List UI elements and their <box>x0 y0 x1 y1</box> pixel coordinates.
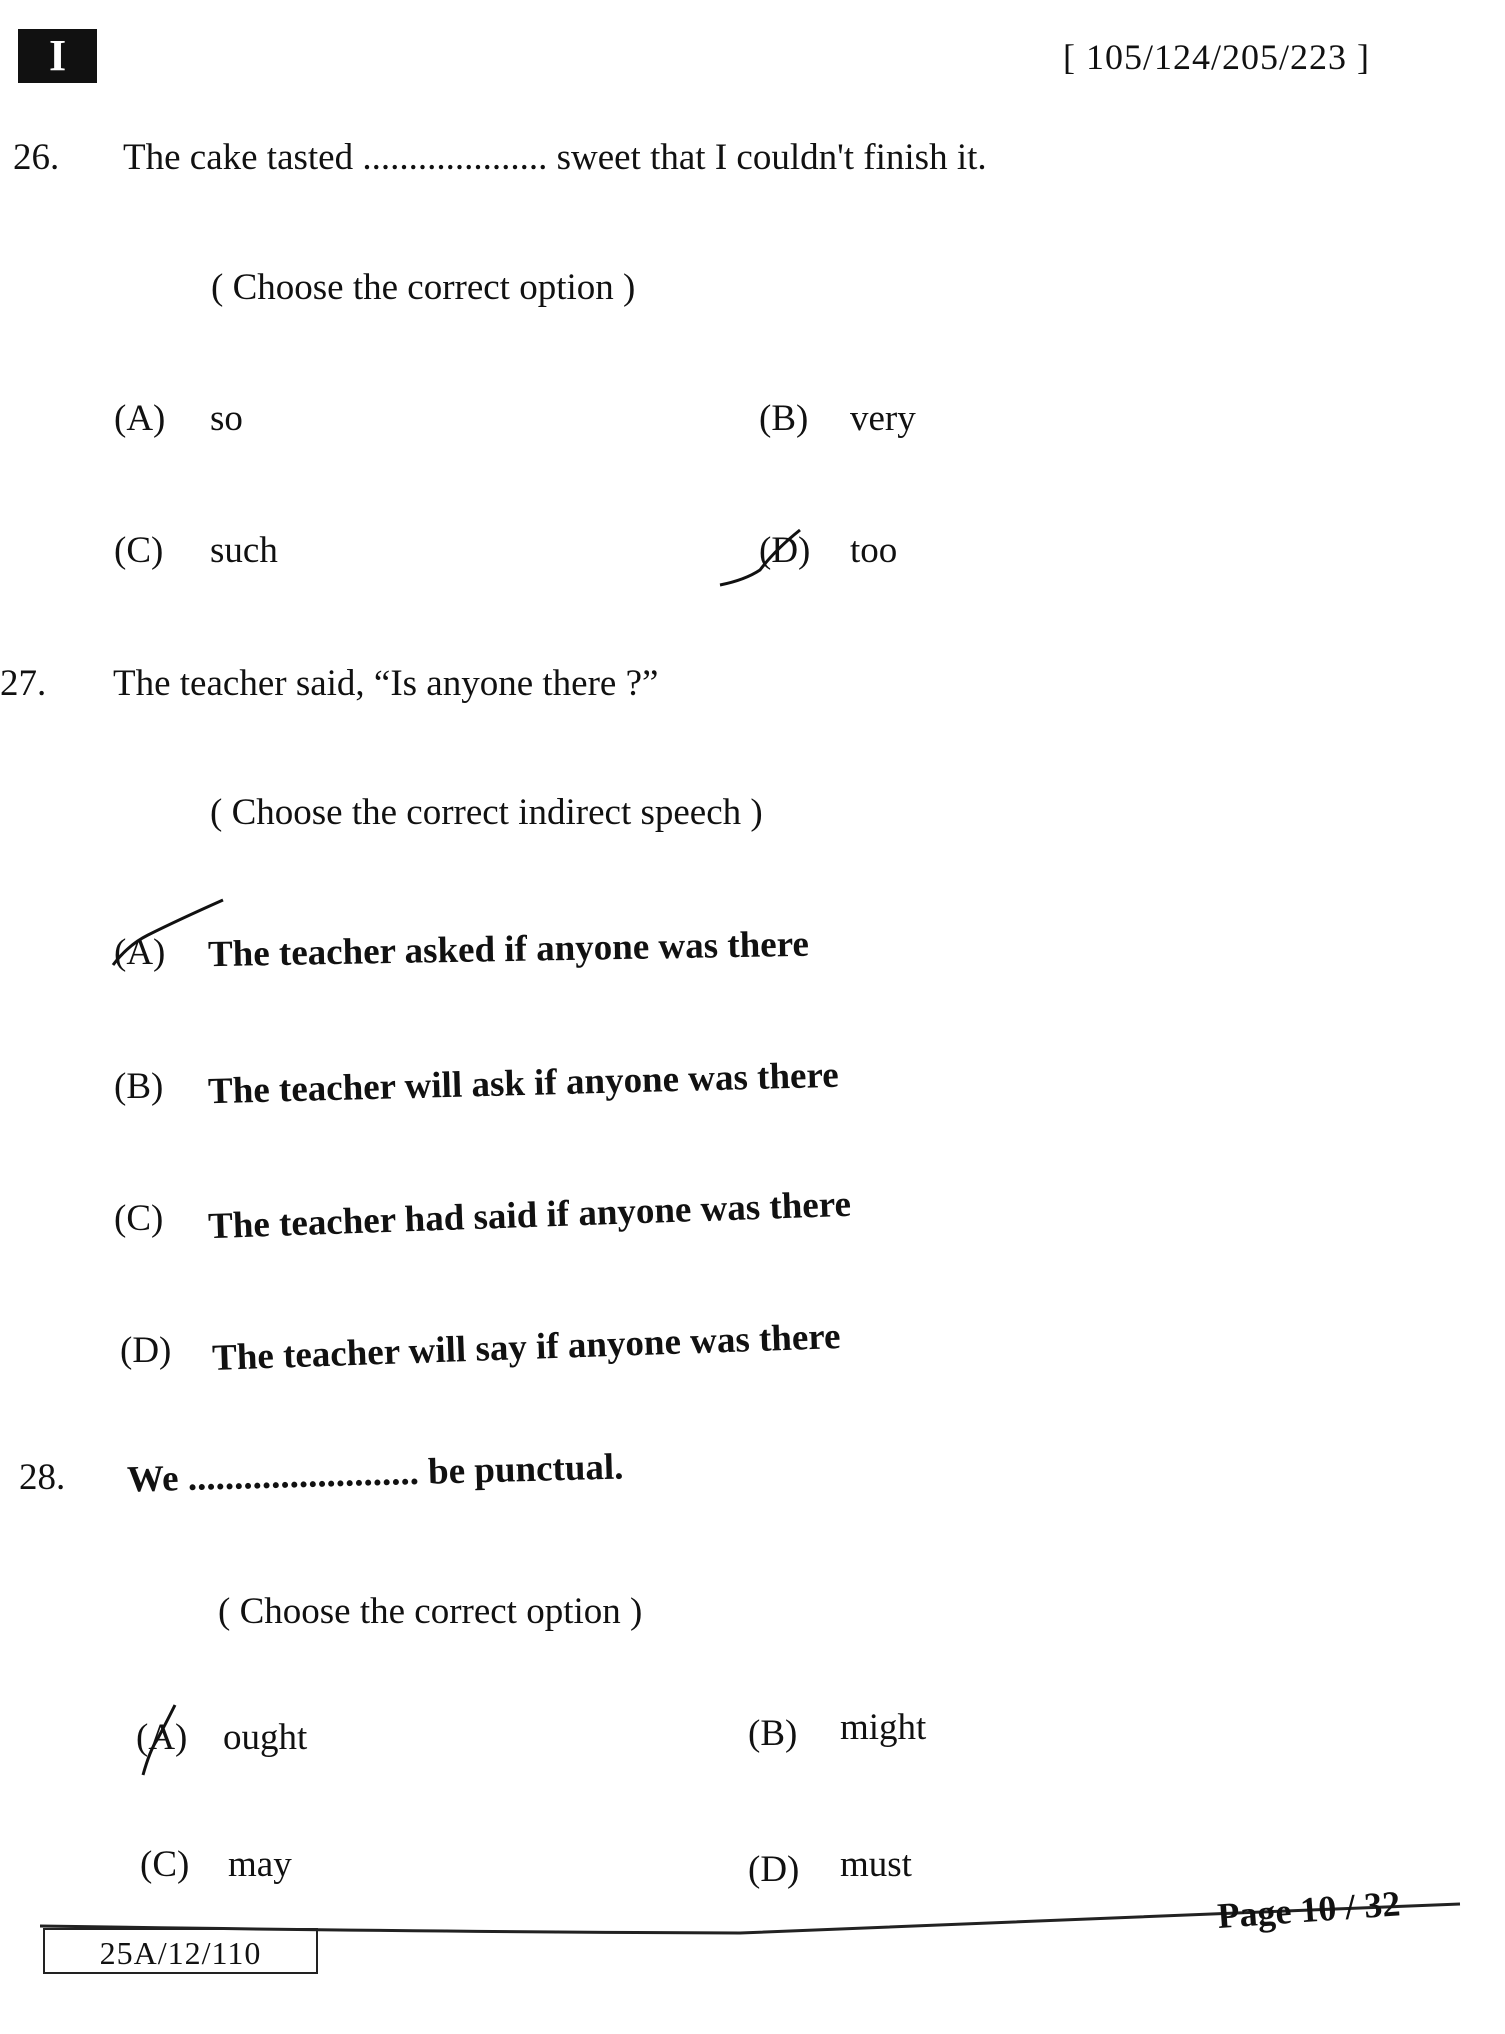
option-text: so <box>210 398 243 439</box>
option-label: (C) <box>114 530 164 571</box>
question-text: The cake tasted .................... sweet that I couldn't finish it. <box>123 137 987 178</box>
option-label: (D) <box>120 1330 172 1371</box>
option-text: may <box>228 1844 292 1885</box>
booklet-code: 25A/12/110 <box>43 1928 318 1974</box>
question-instruction: ( Choose the correct indirect speech ) <box>210 792 763 833</box>
option-text: The teacher had said if anyone was there <box>207 1183 852 1248</box>
option-label: (A) <box>114 932 166 973</box>
option-label: (A) <box>114 398 166 439</box>
option-label: (D) <box>748 1849 800 1890</box>
option-label: (B) <box>114 1066 164 1107</box>
paper-codes: [ 105/124/205/223 ] <box>1063 37 1370 77</box>
page-number: Page 10 / 32 <box>1216 1883 1402 1937</box>
option-text: very <box>850 398 916 439</box>
option-text: too <box>850 530 898 571</box>
option-text: ought <box>223 1717 308 1758</box>
option-text: The teacher will say if anyone was there <box>211 1316 842 1379</box>
question-text: The teacher said, “Is anyone there ?” <box>113 663 659 704</box>
question-number: 26. <box>13 137 60 178</box>
question-number: 27. <box>0 663 47 704</box>
option-label: (A) <box>136 1717 188 1758</box>
option-label: (D) <box>759 530 811 571</box>
set-label: I <box>18 29 97 83</box>
option-text: The teacher asked if anyone was there <box>207 923 810 976</box>
question-number: 28. <box>19 1457 66 1498</box>
option-label: (B) <box>748 1713 798 1754</box>
question-text: We ......................... be punctual. <box>126 1446 624 1501</box>
option-text: The teacher will ask if anyone was there <box>207 1054 840 1113</box>
option-text: such <box>210 530 278 571</box>
option-label: (C) <box>140 1844 190 1885</box>
option-label: (B) <box>759 398 809 439</box>
question-instruction: ( Choose the correct option ) <box>218 1591 643 1632</box>
option-label: (C) <box>114 1198 164 1239</box>
option-text: might <box>840 1707 927 1748</box>
option-text: must <box>840 1844 912 1885</box>
question-instruction: ( Choose the correct option ) <box>211 267 636 308</box>
